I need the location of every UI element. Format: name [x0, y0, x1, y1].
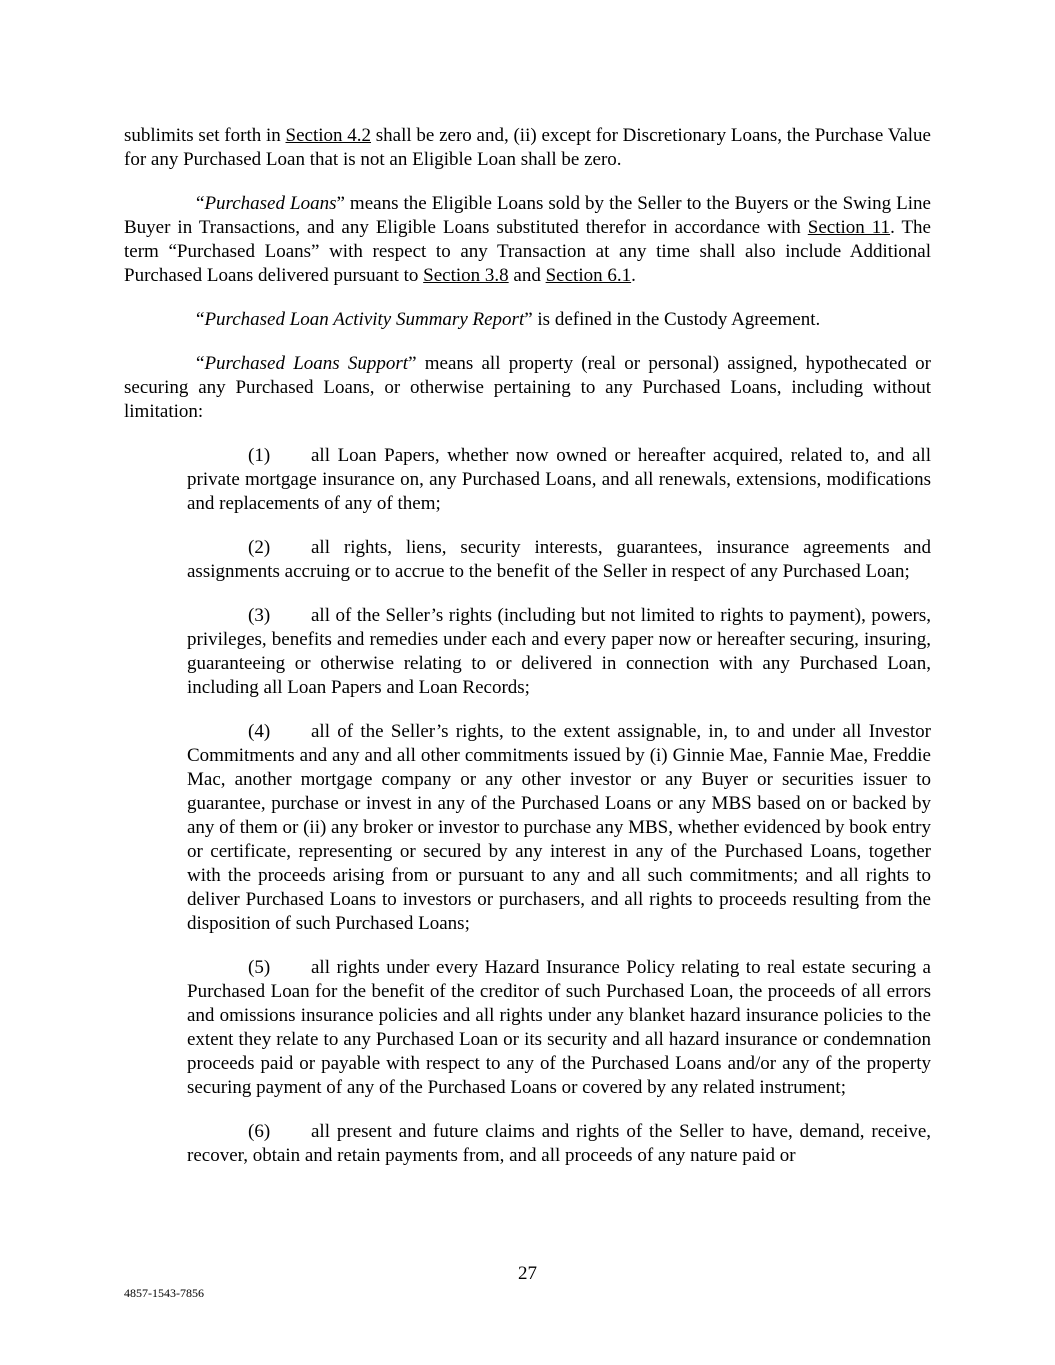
- support-item-list: [187, 444, 931, 1168]
- list-item-text: all of the Seller’s rights, to the extent assignable, in, to and under all Investor Commitments and any and all other commitments issued by (i) Ginnie Mae, Fannie Mae, Freddie Mac, another mortgage company or any other investor or any Buyer or securities issuer to guarantee, purchase or invest in any of the Purchased Loans or any MBS based on or backed by any of them or (ii) any broker or investor to purchase any MBS, whether evidenced by book entry or certificate, representing or secured by any interest in any of the Purchased Loans, together with the proceeds arising from or pursuant to any and all such commitments; and all rights to deliver Purchased Loans to investors or purchasers, and all rights to proceeds resulting from the disposition of such Purchased Loans;: [187, 721, 931, 934]
- text-run: shall be zero and, (ii) except for Discretionary Loans, the Purchase Value for any Purchased Loan that is not an Eligible Loan shall be zero.: [124, 125, 931, 170]
- list-item-text: all Loan Papers, whether now owned or hereafter acquired, related to, and all private mortgage insurance on, any Purchased Loans, and all renewals, extensions, modifications and replacements of any of them;: [187, 445, 931, 514]
- page-number: 27: [518, 1263, 537, 1284]
- definition-activity-summary-report: [124, 308, 931, 332]
- definition-purchased-loans: [124, 192, 931, 288]
- list-item-number: (2): [248, 537, 271, 558]
- list-item-number: (1): [248, 445, 271, 466]
- text-run: sublimits set forth in: [124, 125, 286, 146]
- text-run: ” means all property (real or personal) assigned, hypothecated or securing any Purchased Loans, or otherwise pertaining to any Purchased Loans, including without limitation:: [124, 353, 931, 422]
- list-item-text: all rights, liens, security interests, guarantees, insurance agreements and assignments accruing or to accrue to the benefit of the Seller in respect of any Purchased Loan;: [187, 537, 931, 582]
- definition-purchased-loans-support: [124, 352, 931, 424]
- paragraph-continuation: [124, 124, 931, 172]
- section-reference: Section 4.2: [285, 125, 372, 146]
- text-run: and: [508, 265, 546, 286]
- text-run: ” means the Eligible Loans sold by the Seller to the Buyers or the Swing Line Buyer in Transactions, and any Eligible Loans substituted therefor in accordance with: [124, 193, 931, 238]
- open-quote: “: [196, 353, 205, 374]
- document-id: 4857-1543-7856: [124, 1286, 204, 1300]
- list-item-text: all rights under every Hazard Insurance Policy relating to real estate securing a Purchased Loan for the benefit of the creditor of such Purchased Loan, the proceeds of all errors and omissions insurance policies and all rights under any blanket hazard insurance policies to the extent they relate to any Purchased Loan or its security and all hazard insurance or condemnation proceeds paid or payable with respect to any of the Purchased Loans and/or any of the property securing payment of any of the Purchased Loans or covered by any related instrument;: [187, 957, 931, 1098]
- defined-term: Purchased Loans: [204, 193, 337, 214]
- list-item-number: (5): [248, 957, 271, 978]
- open-quote: “: [196, 309, 205, 330]
- open-quote: “: [196, 193, 205, 214]
- section-reference: Section 11: [807, 217, 891, 238]
- text-run: .: [631, 265, 636, 286]
- list-item: [187, 444, 931, 516]
- list-item-number: (3): [248, 605, 271, 626]
- list-item: [187, 720, 931, 936]
- list-item: [187, 536, 931, 584]
- text-run: . The term “Purchased Loans” with respect to any Transaction at any time shall also include Additional Purchased Loans delivered pursuant to: [124, 217, 931, 286]
- list-item-text: all of the Seller’s rights (including but not limited to rights to payment), powers, privileges, benefits and remedies under each and every paper now or hereafter securing, insuring, guaranteeing or otherwise relating to or delivered in connection with any Purchased Loan, including all Loan Papers and Loan Records;: [187, 605, 931, 698]
- section-reference: Section 3.8: [423, 265, 509, 286]
- list-item-number: (4): [248, 721, 271, 742]
- section-reference: Section 6.1: [545, 265, 632, 286]
- defined-term: Purchased Loans Support: [204, 353, 409, 374]
- list-item: [187, 604, 931, 700]
- document-body: [124, 124, 931, 1188]
- list-item-number: (6): [248, 1121, 271, 1142]
- defined-term: Purchased Loan Activity Summary Report: [204, 309, 525, 330]
- list-item: [187, 956, 931, 1100]
- list-item: [187, 1120, 931, 1168]
- list-item-text: all present and future claims and rights of the Seller to have, demand, receive, recover, obtain and retain payments from, and all proceeds of any nature paid or: [187, 1121, 931, 1166]
- text-run: ” is defined in the Custody Agreement.: [524, 309, 821, 330]
